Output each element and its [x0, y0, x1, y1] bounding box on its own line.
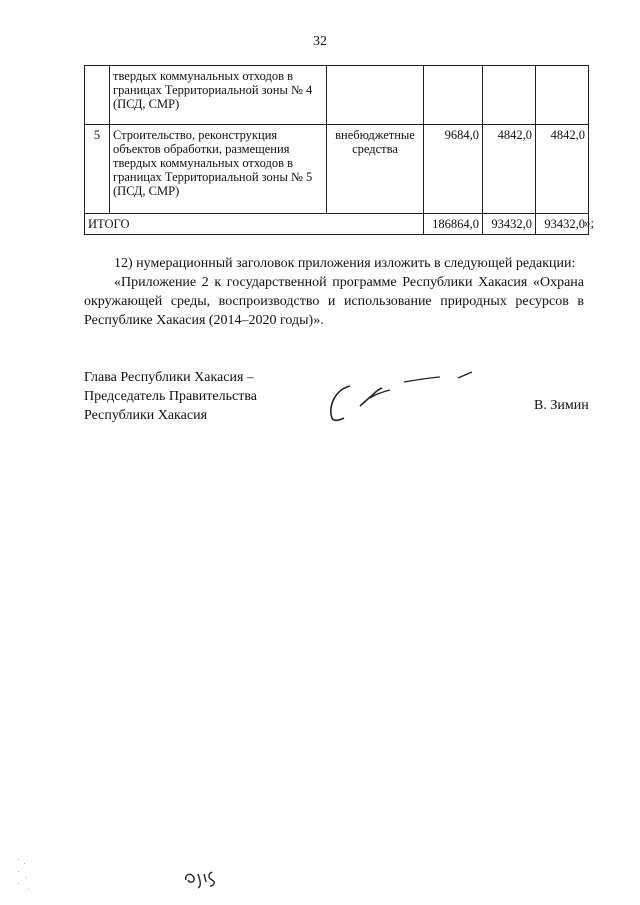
- appendix-title-paragraph: «Приложение 2 к государственной программе Республики Хакасия «Охрана окружающей среды, воспроизводство и использование природных ресурсов в Республике Хакасия (2014–2020 годы)».: [84, 275, 584, 328]
- total-year2: 93432,0: [536, 214, 589, 235]
- signatory-line: Республики Хакасия: [84, 408, 208, 423]
- handwritten-signature: [320, 368, 480, 428]
- total-row: [85, 214, 589, 235]
- row-source: [327, 66, 424, 125]
- row-name: Строительство, реконструкция объектов обработки, размещения твердых коммунальных отходов в границах Территориальной зоны № 5 (ПСД, СМР): [110, 125, 327, 214]
- row-year2: 4842,0: [536, 125, 589, 214]
- row-year2: [536, 66, 589, 125]
- row-year1: [483, 66, 536, 125]
- signatory-name: В. Зимин: [534, 398, 589, 413]
- total-sum: 186864,0: [424, 214, 483, 235]
- amendment-paragraph: 12) нумерационный заголовок приложения изложить в следующей редакции:: [114, 256, 576, 271]
- row-number: 5: [85, 125, 110, 214]
- signatory-title: [84, 368, 257, 425]
- signatory-line: Глава Республики Хакасия –: [84, 370, 254, 385]
- scan-artifact: [14, 855, 44, 895]
- handwritten-mark: [182, 860, 222, 890]
- row-name: твердых коммунальных отходов в границах Территориальной зоны № 4 (ПСД, СМР): [110, 66, 327, 125]
- total-year1: 93432,0: [483, 214, 536, 235]
- signatory-line: Председатель Правительства: [84, 389, 257, 404]
- budget-table: [84, 65, 589, 235]
- row-total: 9684,0: [424, 125, 483, 214]
- row-number: [85, 66, 110, 125]
- row-total: [424, 66, 483, 125]
- page-number: 32: [313, 34, 327, 49]
- table-row: [85, 125, 589, 214]
- row-source: внебюджетные средства: [327, 125, 424, 214]
- row-year1: 4842,0: [483, 125, 536, 214]
- closing-quote: »;: [584, 215, 595, 230]
- total-label: ИТОГО: [85, 214, 424, 235]
- table-row: [85, 66, 589, 125]
